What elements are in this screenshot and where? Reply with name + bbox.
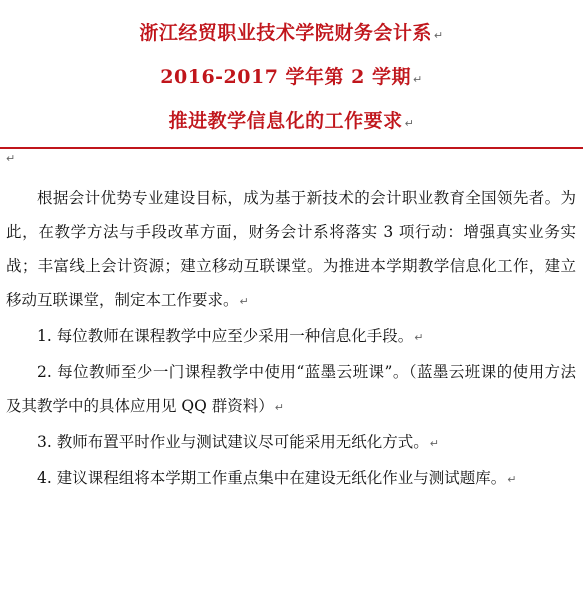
paragraph-mark-icon: ↵ [433, 29, 444, 42]
paragraph-text: 1. 每位教师在课程教学中应至少采用一种信息化手段。 [37, 327, 414, 345]
header-divider [0, 147, 583, 149]
paragraph-text: 根据会计优势专业建设目标，成为基于新技术的会计职业教育全国领先者。为此，在教学方法与手段改革方面，财务会计系将落实 3 项行动：增强真实业务实战；丰富线上会计资源；建立移动互联课堂。为推进本学期教学信息化工作，建立移动互联课堂，制定本工作要求。 [6, 189, 576, 309]
title-department-text: 浙江经贸职业技术学院财务会计系 [139, 22, 432, 44]
paragraph-mark-icon: ↵ [413, 73, 423, 86]
paragraph-mark-icon: ↵ [414, 331, 424, 344]
body-paragraph-item-2 [6, 355, 576, 425]
body-paragraph-item-4 [6, 461, 576, 497]
paragraph-text: 4. 建议课程组将本学期工作重点集中在建设无纸化作业与测试题库。 [37, 469, 507, 487]
paragraph-mark-icon: ↵ [429, 437, 439, 450]
paragraph-mark-icon: ↵ [239, 295, 249, 308]
document-header [0, 0, 583, 148]
title-semester [0, 62, 583, 89]
body-paragraph-item-3 [6, 425, 576, 461]
title-subject-text: 推进教学信息化的工作要求 [168, 110, 403, 132]
title-semester-text: 2016-2017 学年第 2 学期 [160, 66, 411, 88]
paragraph-text: 2. 每位教师至少一门课程教学中使用“蓝墨云班课”。（蓝墨云班课的使用方法及其教学中的具体应用见 QQ 群资料） [6, 363, 576, 415]
document-body [6, 181, 576, 497]
title-subject [0, 106, 583, 133]
paragraph-mark-icon: ↵ [274, 401, 284, 414]
body-paragraph-intro [6, 181, 576, 319]
paragraph-mark-icon: ↵ [6, 152, 16, 165]
title-department [0, 18, 583, 45]
paragraph-mark-icon: ↵ [404, 117, 415, 130]
paragraph-text: 3. 教师布置平时作业与测试建议尽可能采用无纸化方式。 [37, 433, 429, 451]
paragraph-mark-icon: ↵ [507, 473, 517, 486]
body-paragraph-item-1 [6, 319, 576, 355]
